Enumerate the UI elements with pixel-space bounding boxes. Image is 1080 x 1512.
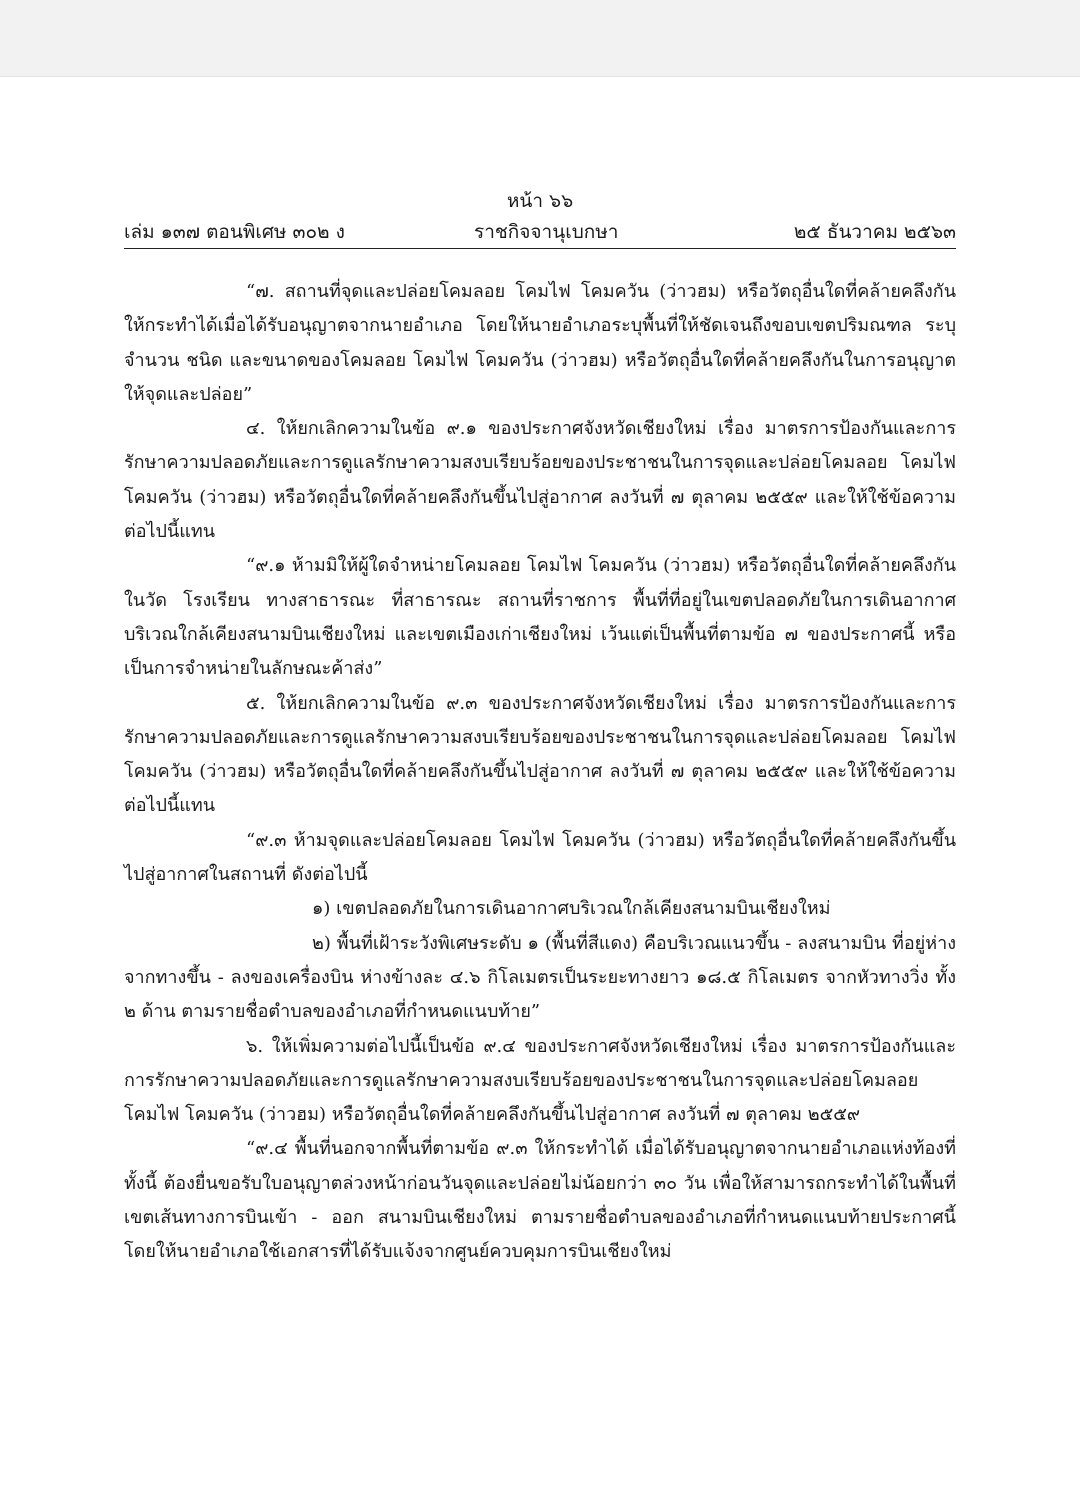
- paragraph: ๒) พื้นที่เฝ้าระวังพิเศษระดับ ๑ (พื้นที่สีแดง) คือบริเวณแนวขึ้น - ลงสนามบิน ที่อยู่ห่างจากทางขึ้น - ลงของเครื่องบิน ห่างข้างละ ๔.๖ กิโลเมตรเป็นระยะทางยาว ๑๘.๕ กิโลเมตร จากหัวทางวิ่ง ทั้ง ๒ ด้าน ตามรายชื่อตำบลของอำเภอที่กำหนดแนบท้าย”: [124, 932, 956, 1023]
- document-page: [124, 186, 956, 1270]
- paragraph: ๑) เขตปลอดภัยในการเดินอากาศบริเวณใกล้เคียงสนามบินเชียงใหม่: [312, 898, 831, 920]
- paragraph: ๕. ให้ยกเลิกความในข้อ ๙.๓ ของประกาศจังหวัดเชียงใหม่ เรื่อง มาตรการป้องกันและการรักษาความปลอดภัยและการดูแลรักษาความสงบเรียบร้อยของประชาชนในการจุดและปล่อยโคมลอย โคมไฟ โคมควัน (ว่าวฮม) หรือวัตถุอื่นใดที่คล้ายคลึงกันขึ้นไปสู่อากาศ ลงวันที่ ๗ ตุลาคม ๒๕๕๙ และให้ใช้ข้อความต่อไปนี้แทน: [124, 692, 956, 817]
- paragraph: “๗. สถานที่จุดและปล่อยโคมลอย โคมไฟ โคมควัน (ว่าวฮม) หรือวัตถุอื่นใดที่คล้ายคลึงกัน ให้กระทำได้เมื่อได้รับอนุญาตจากนายอำเภอ โดยให้นายอำเภอระบุพื้นที่ให้ชัดเจนถึงขอบเขตปริมณฑล ระบุจำนวน ชนิด และขนาดของโคมลอย โคมไฟ โคมควัน (ว่าวฮม) หรือวัตถุอื่นใดที่คล้ายคลึงกันในการอนุญาตให้จุดและปล่อย”: [124, 281, 956, 405]
- gazette-header: [124, 216, 956, 249]
- publication-title: ราชกิจจานุเบกษา: [474, 221, 619, 243]
- paragraph: ๔. ให้ยกเลิกความในข้อ ๙.๑ ของประกาศจังหวัดเชียงใหม่ เรื่อง มาตรการป้องกันและการรักษาความปลอดภัยและการดูแลรักษาความสงบเรียบร้อยของประชาชนในการจุดและปล่อยโคมลอย โคมไฟ โคมควัน (ว่าวฮม) หรือวัตถุอื่นใดที่คล้ายคลึงกันขึ้นไปสู่อากาศ ลงวันที่ ๗ ตุลาคม ๒๕๕๙ และให้ใช้ข้อความต่อไปนี้แทน: [124, 418, 956, 543]
- document-body: [124, 275, 956, 1270]
- paragraph: ๖. ให้เพิ่มความต่อไปนี้เป็นข้อ ๙.๔ ของประกาศจังหวัดเชียงใหม่ เรื่อง มาตรการป้องกันและการรักษาความปลอดภัยและการดูแลรักษาความสงบเรียบร้อยของประชาชนในการจุดและปล่อยโคมลอย โคมไฟ โคมควัน (ว่าวฮม) หรือวัตถุอื่นใดที่คล้ายคลึงกันขึ้นไปสู่อากาศ ลงวันที่ ๗ ตุลาคม ๒๕๕๙: [124, 1035, 956, 1126]
- paragraph: “๙.๑ ห้ามมิให้ผู้ใดจำหน่ายโคมลอย โคมไฟ โคมควัน (ว่าวฮม) หรือวัตถุอื่นใดที่คล้ายคลึงกัน ในวัด โรงเรียน ทางสาธารณะ ที่สาธารณะ สถานที่ราชการ พื้นที่ที่อยู่ในเขตปลอดภัยในการเดินอากาศบริเวณใกล้เคียงสนามบินเชียงใหม่ และเขตเมืองเก่าเชียงใหม่ เว้นแต่เป็นพื้นที่ตามข้อ ๗ ของประกาศนี้ หรือเป็นการจำหน่ายในลักษณะค้าส่ง”: [124, 555, 956, 680]
- paragraph: “๙.๔ พื้นที่นอกจากพื้นที่ตามข้อ ๙.๓ ให้กระทำได้ เมื่อได้รับอนุญาตจากนายอำเภอแห่งท้องที่ ทั้งนี้ ต้องยื่นขอรับใบอนุญาตล่วงหน้าก่อนวันจุดและปล่อยไม่น้อยกว่า ๓๐ วัน เพื่อให้สามารถกระทำได้ในพื้นที่เขตเส้นทางการบินเข้า - ออก สนามบินเชียงใหม่ ตามรายชื่อตำบลของอำเภอที่กำหนดแนบท้ายประกาศนี้ โดยให้นายอำเภอใช้เอกสารที่ได้รับแจ้งจากศูนย์ควบคุมการบินเชียงใหม่: [124, 1138, 956, 1263]
- viewer-top-bar: [0, 0, 1080, 77]
- page-number: หน้า ๖๖: [506, 190, 574, 212]
- volume-issue: เล่ม ๑๓๗ ตอนพิเศษ ๓๐๒ ง: [124, 221, 345, 243]
- publication-date: ๒๕ ธันวาคม ๒๕๖๓: [793, 221, 956, 243]
- paragraph: “๙.๓ ห้ามจุดและปล่อยโคมลอย โคมไฟ โคมควัน (ว่าวฮม) หรือวัตถุอื่นใดที่คล้ายคลึงกันขึ้นไปสู่อากาศในสถานที่ ดังต่อไปนี้: [124, 829, 956, 886]
